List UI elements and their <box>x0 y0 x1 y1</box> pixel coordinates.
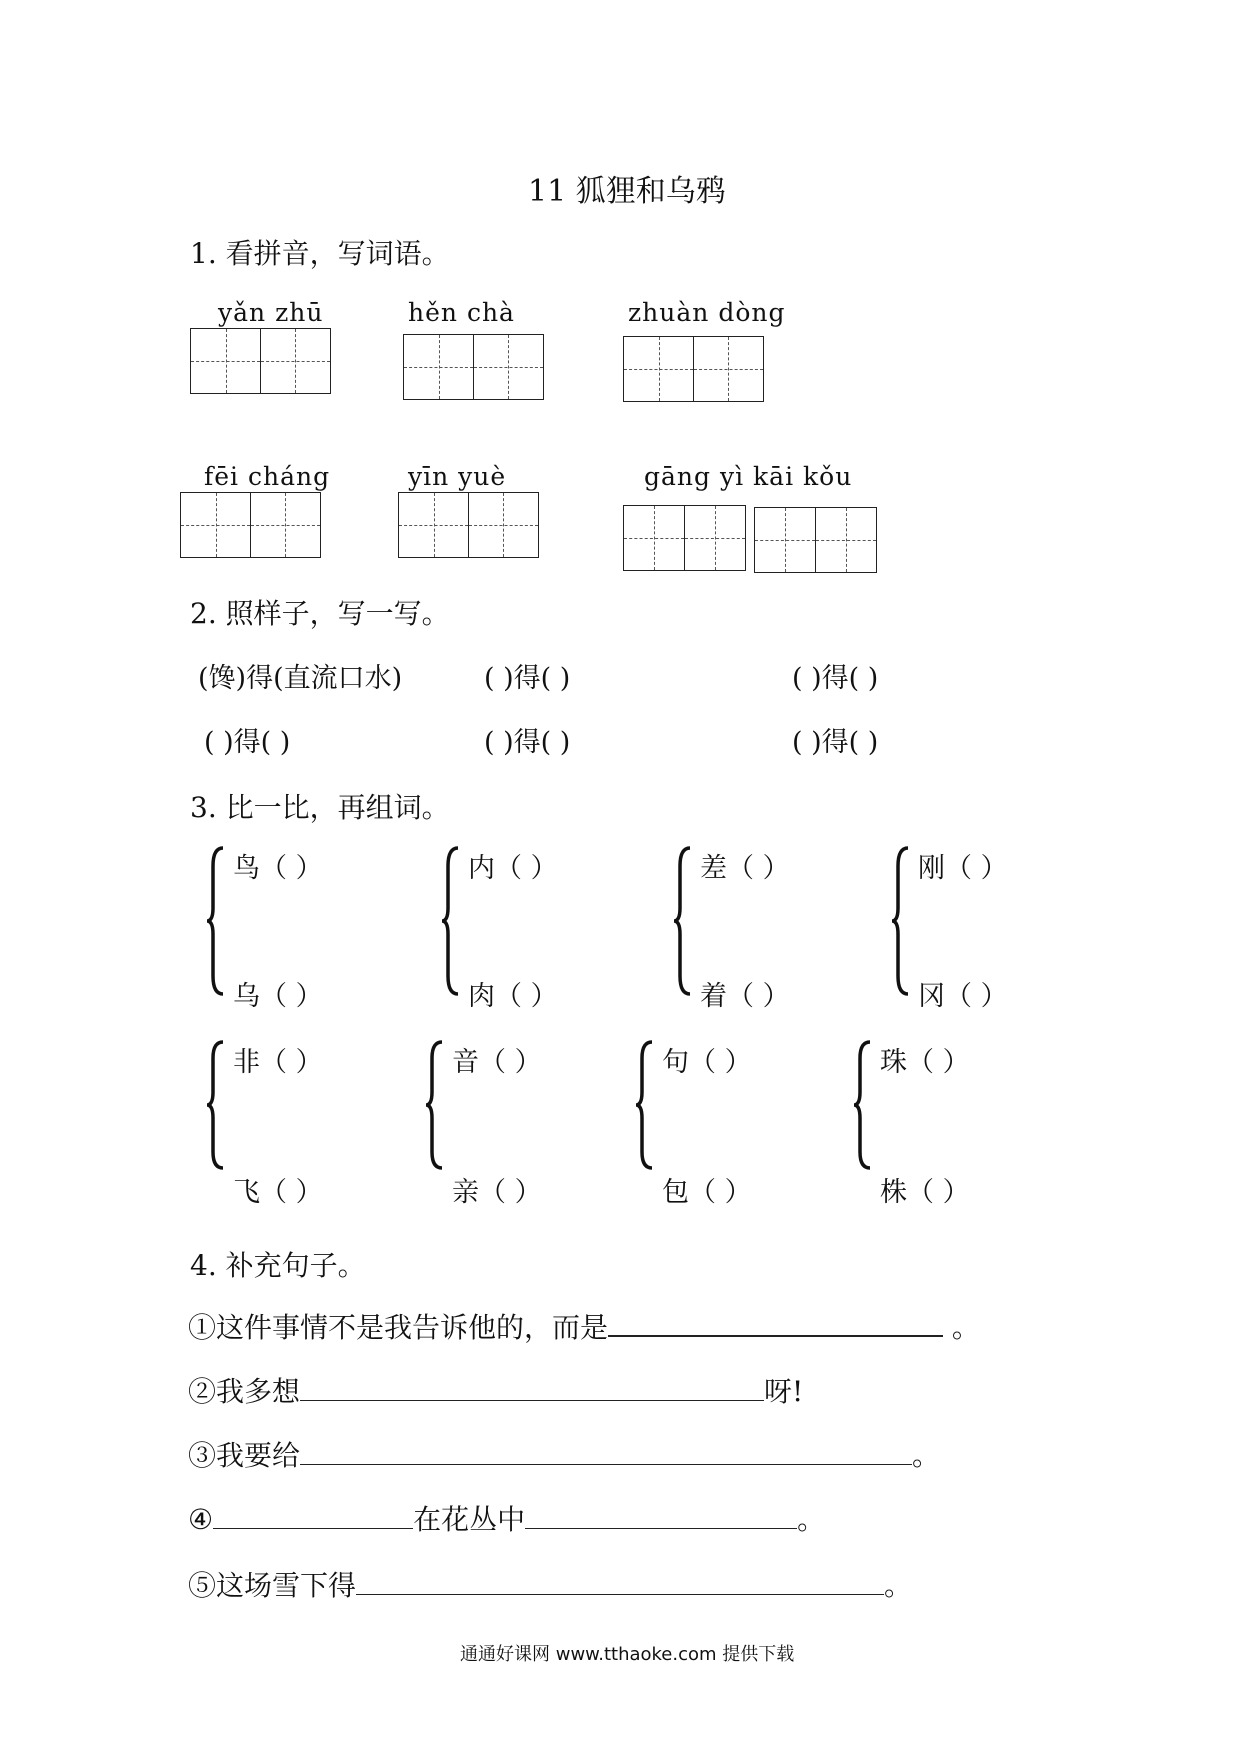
pinyin-label: yīn yuè <box>408 462 507 491</box>
compare-word-bottom[interactable]: 着（ ） <box>700 981 790 1012</box>
compare-pair <box>890 846 1090 1012</box>
example-phrase: (馋)得(直流口水) <box>198 663 403 694</box>
pinyin-label: fēi cháng <box>204 462 331 491</box>
sentence-2 <box>188 1370 803 1410</box>
writing-cell[interactable] <box>623 336 694 402</box>
writing-cell[interactable] <box>815 507 877 573</box>
fill-blank-phrase[interactable]: ( )得( ) <box>484 727 571 758</box>
sentence-text: ③我要给 <box>188 1439 301 1472</box>
writing-grid[interactable] <box>398 492 537 558</box>
compare-pair <box>672 846 872 1012</box>
brace-icon <box>440 846 462 996</box>
sentence-text: ④ <box>188 1503 214 1536</box>
sentence-text: ①这件事情不是我告诉他的，而是 <box>188 1311 609 1344</box>
writing-grid[interactable] <box>403 334 542 400</box>
compare-word-top[interactable]: 非（ ） <box>233 1047 323 1078</box>
writing-cell[interactable] <box>403 334 474 400</box>
compare-word-top[interactable]: 差（ ） <box>700 853 790 884</box>
answer-blank[interactable] <box>300 1374 764 1401</box>
writing-grid[interactable] <box>190 328 329 394</box>
fill-blank-phrase[interactable]: ( )得( ) <box>204 727 291 758</box>
sentence-text: 。 <box>884 1569 913 1602</box>
writing-cell[interactable] <box>684 505 746 571</box>
compare-word-bottom[interactable]: 冈（ ） <box>918 981 1008 1012</box>
question-1-title: 1. 看拼音，写词语。 <box>190 237 450 270</box>
writing-cell[interactable] <box>468 492 539 558</box>
question-2-title: 2. 照样子，写一写。 <box>190 597 450 630</box>
sentence-text: 。 <box>912 1439 941 1472</box>
compare-word-bottom[interactable]: 株（ ） <box>880 1177 970 1208</box>
writing-cell[interactable] <box>473 334 544 400</box>
question-3-title: 3. 比一比，再组词。 <box>190 791 450 824</box>
answer-blank[interactable] <box>213 1502 413 1529</box>
question-4-title: 4. 补充句子。 <box>190 1249 366 1282</box>
compare-word-top[interactable]: 内（ ） <box>468 853 558 884</box>
compare-pair <box>424 1040 624 1208</box>
pinyin-label: gāng yì kāi kǒu <box>644 462 853 491</box>
compare-pair <box>205 846 405 1012</box>
compare-pair <box>205 1040 405 1208</box>
answer-blank[interactable] <box>525 1502 797 1529</box>
compare-word-bottom[interactable]: 乌（ ） <box>233 981 323 1012</box>
writing-cell[interactable] <box>180 492 251 558</box>
writing-grid[interactable] <box>623 336 762 402</box>
compare-word-bottom[interactable]: 包（ ） <box>662 1177 752 1208</box>
fill-blank-phrase[interactable]: ( )得( ) <box>792 727 879 758</box>
footer-text: 通通好课网 www.tthaoke.com 提供下载 <box>460 1644 795 1665</box>
writing-cell[interactable] <box>623 505 685 571</box>
compare-word-top[interactable]: 音（ ） <box>452 1047 542 1078</box>
sentence-1 <box>188 1306 980 1346</box>
brace-icon <box>205 1040 227 1170</box>
page-title: 11 狐狸和乌鸦 <box>528 174 726 209</box>
writing-cell[interactable] <box>250 492 321 558</box>
writing-cell[interactable] <box>260 328 331 394</box>
pinyin-label: yǎn zhū <box>218 298 324 327</box>
pinyin-label: hěn chà <box>408 298 515 327</box>
compare-word-bottom[interactable]: 飞（ ） <box>233 1177 323 1208</box>
answer-blank[interactable] <box>608 1309 943 1337</box>
sentence-text: ⑤这场雪下得 <box>188 1569 357 1602</box>
writing-grid[interactable] <box>623 505 744 571</box>
brace-icon <box>634 1040 656 1170</box>
writing-cell[interactable] <box>190 328 261 394</box>
answer-blank[interactable] <box>300 1438 912 1465</box>
compare-word-top[interactable]: 鸟（ ） <box>233 853 323 884</box>
answer-blank[interactable] <box>356 1568 884 1595</box>
fill-blank-phrase[interactable]: ( )得( ) <box>792 663 879 694</box>
sentence-4 <box>188 1498 825 1538</box>
compare-word-top[interactable]: 刚（ ） <box>918 853 1008 884</box>
compare-word-top[interactable]: 珠（ ） <box>880 1047 970 1078</box>
brace-icon <box>672 846 694 996</box>
writing-cell[interactable] <box>754 507 816 573</box>
fill-blank-phrase[interactable]: ( )得( ) <box>484 663 571 694</box>
compare-word-bottom[interactable]: 亲（ ） <box>452 1177 542 1208</box>
pinyin-label: zhuàn dòng <box>628 298 786 327</box>
writing-grid[interactable] <box>754 507 875 573</box>
sentence-text: 。 <box>797 1503 826 1536</box>
brace-icon <box>890 846 912 996</box>
brace-icon <box>852 1040 874 1170</box>
compare-word-top[interactable]: 句（ ） <box>662 1047 752 1078</box>
writing-cell[interactable] <box>693 336 764 402</box>
compare-pair <box>634 1040 834 1208</box>
sentence-text: ②我多想 <box>188 1375 301 1408</box>
compare-word-bottom[interactable]: 肉（ ） <box>468 981 558 1012</box>
sentence-text: 在花丛中 <box>413 1503 526 1536</box>
sentence-5 <box>188 1564 912 1604</box>
compare-pair <box>440 846 640 1012</box>
writing-grid[interactable] <box>180 492 319 558</box>
writing-cell[interactable] <box>398 492 469 558</box>
sentence-text: 。 <box>943 1311 980 1344</box>
compare-pair <box>852 1040 1052 1208</box>
sentence-3 <box>188 1434 940 1474</box>
sentence-text: 呀! <box>764 1375 804 1408</box>
brace-icon <box>424 1040 446 1170</box>
brace-icon <box>205 846 227 996</box>
